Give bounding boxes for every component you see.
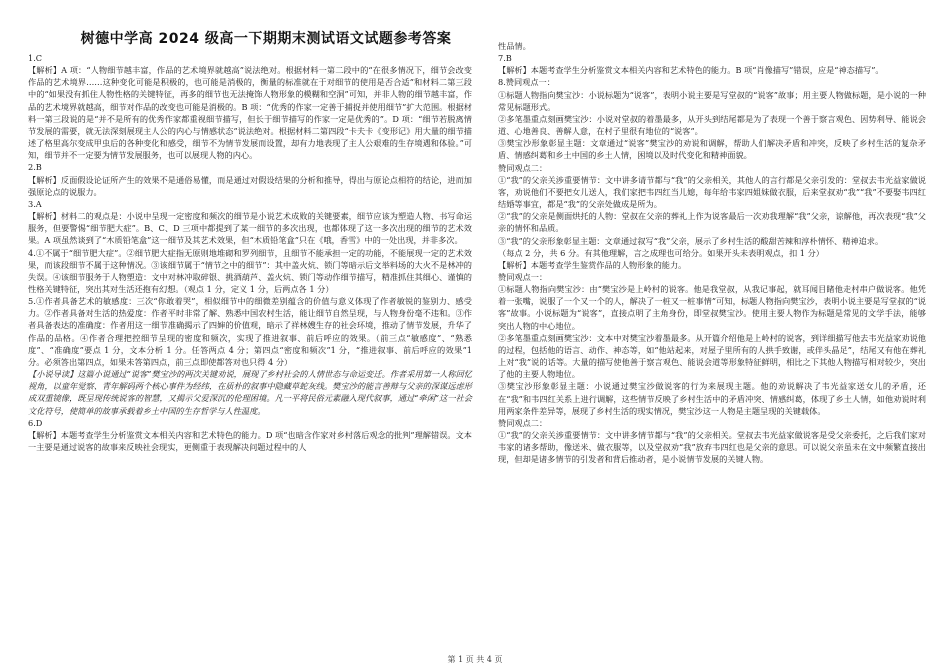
answer-paragraph: ③“我”的父亲形象彰显主题：文章通过叙写“我”父亲，展示了乡村生活的酸甜苦辣和淳朴情怀、精神追求。 xyxy=(498,235,884,246)
answer-paragraph: ①“我”的父亲关涉重要情节：文中讲多请节都与“我”的父亲相关，其他人的言行都是父亲引发的：堂叔去韦光益家做说客，劝说他们不要把女儿送人，我们家把韦四红当儿媳，每年给韦家四姐妹做衣服，后来堂叔劝“我”“我”不要娶韦四红结婚等事宜，都是“我”的父亲处做成是所为。 xyxy=(498,174,926,210)
answer-paragraph: 赞同观点二： xyxy=(498,162,548,173)
answer-paragraph: 1.C xyxy=(28,53,43,63)
answer-paragraph: ③樊宝沙形象彰显主题：小说通过樊宝沙做说客的行为来展现主题。他的劝说解决了韦光益家送女儿的矛盾，还在“我”和韦四红关系上进行调解，这些情节反映了乡村生活中的矛盾冲突、情感纠葛，体现了乡土人情，如他劝说时利用两家条件差异等，展现了乡村生活的现实情况，樊宝沙这一人物是主题呈现的关键载体。 xyxy=(498,381,926,416)
page-footer: 第 1 页 共 4 页 xyxy=(447,655,503,664)
answer-paragraph: 6.D xyxy=(28,417,43,428)
handwritten-guide-paragraph: 【小说导读】这篇小说通过“说客”樊宝沙的两次关键劝说，展现了乡村社会的人情世态与命运变迁。作者采用第一人称回忆视角，以童年觉察、青年解码两个核心事件为经纬，在质朴的叙事中隐藏草蛇灰线。樊宝沙的能言善辩与父亲的深谋远虑形成双重镜像，既呈现传统说客的智慧，又揭示父爱深沉的伦理困境。凡一平将民俗元素融入现代叙事，通过“牵闲”这一社会文化符号，使简单的故事承载着乡土中国的生存哲学与人性温度。 xyxy=(28,369,472,416)
answer-paragraph: ③樊宝沙形象彰显主题：文章通过“说客”樊宝沙的劝说和调解，帮助人们解决矛盾和冲突，反映了乡村生活的复杂矛盾、情感纠葛和乡土中国的乡土人情，困境以及时代变化和精神面貌。 xyxy=(498,138,926,161)
answer-paragraph: ①“我”的父亲关涉重要情节：文中讲多情节都与“我”的父亲相关。堂叔去韦光益家做说客是受父亲委托，之后我们家对韦家的诸多帮助，像送米、做衣服等，以及堂叔劝“我”放弃韦四红也是父亲的意思。可以说父亲虽未在文中频繁直接出现，但却是诸多情节的引发者和背后推动者，是小说情节发展的关键人物。 xyxy=(498,430,926,465)
answer-paragraph: ①标题人物指向樊宝沙：小说标题为“说客”，表明小说主要是写堂叔的“说客”故事；用主要人物做标题，是小说的一种常见标题形式。 xyxy=(498,89,926,112)
answer-paragraph: 4.①不属于“细节肥大症”。②细节肥大症指无原则地堆砌和罗列细节，且细节不能承担一定的功能，不能展现一定的艺术效果，而该段细节不属于这种情况。③该细节属于“情节之中的细节”：其中盖火炕、锁门等暗示后文举料场的大火不是林冲的失误。④该细节服务于人物塑造：文中对林冲取碎银、挑酒葫芦、盖火炕、锁门等动作细节描写，精准抓住其细心、谨慎的性格关键特征，突出其对生活还抱有幻想。（观点 1 分，定义 1 分，后两点各 1 分） xyxy=(28,247,472,294)
answer-paragraph: 【解析】本题考查学生分析鉴赏文本相关内容和艺术特色的能力。D 项“也暗含作家对乡村落后观念的批判”理解错误。文本一主要是通过说客的故事来反映社会现实，更侧重于表现解决问题过程中的人 xyxy=(28,429,472,452)
answer-paragraph: 8.赞同观点一： xyxy=(498,77,555,88)
answer-paragraph: 赞同观点一： xyxy=(498,271,548,282)
answer-paragraph: 【解析】本题考查学生鉴赏作品的人物形象的能力。 xyxy=(498,259,687,270)
answer-paragraph: ②多笔墨重点刻画樊宝沙：文本中对樊宝沙着墨最多。从开篇介绍他是上岭村的说客，到详细描写他去韦光益家劝说他的过程，包括他的语言、动作、神态等，如“他站起来，对屋子里所有的人拱手致谢，或伴头晶足”，结尾又有他在葬礼上对“我”说的话等。大量的描写使他善于察言观色、能说会道等形象特征鲜明，相比之下其他人物描写相对较少，突出了他的主要人物地位。 xyxy=(498,332,926,380)
answer-paragraph: （每点 2 分，共 6 分。有其他理解，言之成理也可给分。如果开头未表明观点，扣 1 分） xyxy=(498,247,824,258)
answer-paragraph: 【解析】材料二的观点是：小说中呈现一定密度和频次的细节是小说艺术成败的关键要素，细节应该为塑造人物、书写命运服务，但要警惕“细节肥大症”。B、C、D 三项中都提到了某一细节的多次出现，也都体现了这一多次出现的细节的艺术效果。A 项虽然谈到了“木质铅笔盒”这一细节及其艺术效果，但“木质铅笔盒”只在《哦，香雪》中的一处出现，并非多次。 xyxy=(28,211,472,246)
answer-paragraph: 2.B xyxy=(28,162,42,173)
answer-paragraph: 【解析】本题考查学生分析鉴赏文本相关内容和艺术特色的能力。B 项“肖像描写”错误，应是“神态描写”。 xyxy=(498,65,884,76)
answer-paragraph: 【解析】反面假设论证所产生的效果不是通俗易懂，而是通过对假设结果的分析和推导，得出与原论点相符的结论，进而加强原论点的说服力。 xyxy=(28,174,472,197)
answer-paragraph: 7.B xyxy=(498,53,512,64)
left-column xyxy=(28,52,472,453)
answer-paragraph: 5.①作者具备艺术的敏感度：三次“你敢着哭”，相似细节中的细微差别蕴含的价值与意义体现了作者敏锐的鉴别力、感受力。②作者具备对生活的热爱度：作者平时非常了解、熟悉中国农村生活，能让细节自然呈现，与人物身份毫不违和。③作者具备表达的准确度：作者用这一细节准确揭示了四婶的价值观，暗示了祥林嫂生存的社会环境，推动了情节发展，升华了作品的品格。④作者合理把控细节呈现的密度和频次，实现了推进叙事、前后呼应的效果。（前三点“敏感度”、“熟悉度”、“准确度”要点 1 分，文本分析 1 分。任答两点 4 分；第四点“密度和频次”1 分，“推进叙事、前后呼应的效果”1 分。必须答出第四点，如果未答第四点，前三点即使都答对也只得 4 分） xyxy=(28,296,472,367)
page-title: 树德中学高 2024 级高一下期期末测试语文试题参考答案 xyxy=(80,31,452,47)
answer-paragraph: 【解析】A 项：“人物细节越丰富，作品的艺术境界就越高”说法绝对。根据材料一第二段中的“在很多情况下，细节会改变作品的艺术境界……这种变化可能是积极的，也可能是消极的，衡量的标准就在于对细节的使用是否合适”和材料二第三段中的“如果没有抓住人物性格的关键特征，再多的细节也无法掩饰人物形象的模糊和空洞”可知，并非人物的细节越丰富，作品的艺术境界就越高，细节对作品的改变也可能是消极的。B 项：“优秀的作家一定善于捕捉并使用细节”扩大范围。根据材料一第三段说的是“并不是所有的优秀作家都重视细节描写，但长于细节描写的作家一定是优秀的”。D 项：“细节若脱离情节发展的需要，就无法深刻展现主人公的内心与情感状态”说法绝对。根据材料二第四段“卡夫卡《变形记》用大量的细节描述了格里高尔变成甲虫后的各种变化和感受，细节不为情节发展而设置，却有力地表现了主人公艰难的生存境遇和体验。”可知，细节并不一定要为情节发展服务，也可以展现人物的内心。 xyxy=(28,65,472,161)
answer-paragraph: ②多笔墨重点刻画樊宝沙：小说对堂叔的着墨最多，从开头到结尾都是为了表现一个善于察言观色、因势利导、能说会道、心地善良、善解人意，在村子里很有地位的“说客”。 xyxy=(498,113,926,137)
answer-paragraph: 3.A xyxy=(28,198,42,209)
answer-paragraph: 性品情。 xyxy=(498,41,531,51)
answer-paragraph: ①标题人物指向樊宝沙：由“樊宝沙是上岭村的说客。他是我堂叔，从我记事起，就耳闻目睹他走村串户做说客。他凭着一张嘴，说服了一个又一个的人，解决了一桩又一桩事情”可知，标题人物指向樊宝沙，表明小说主要是写堂叔的“说客”故事。小说标题为“说客”，直接点明了主角身份，即堂叔樊宝沙。使用主要人物作为标题是常见的文学手法，能够突出人物的中心地位。 xyxy=(498,284,926,331)
answer-paragraph: 赞同观点二： xyxy=(498,417,548,428)
right-column xyxy=(498,40,926,465)
answer-paragraph: ②“我”的父亲是侧面烘托的人物：堂叔在父亲的葬礼上作为说客最后一次劝我理解“我”父亲，谅解他，再次表现“我”父亲的情怀和品质。 xyxy=(498,211,926,234)
